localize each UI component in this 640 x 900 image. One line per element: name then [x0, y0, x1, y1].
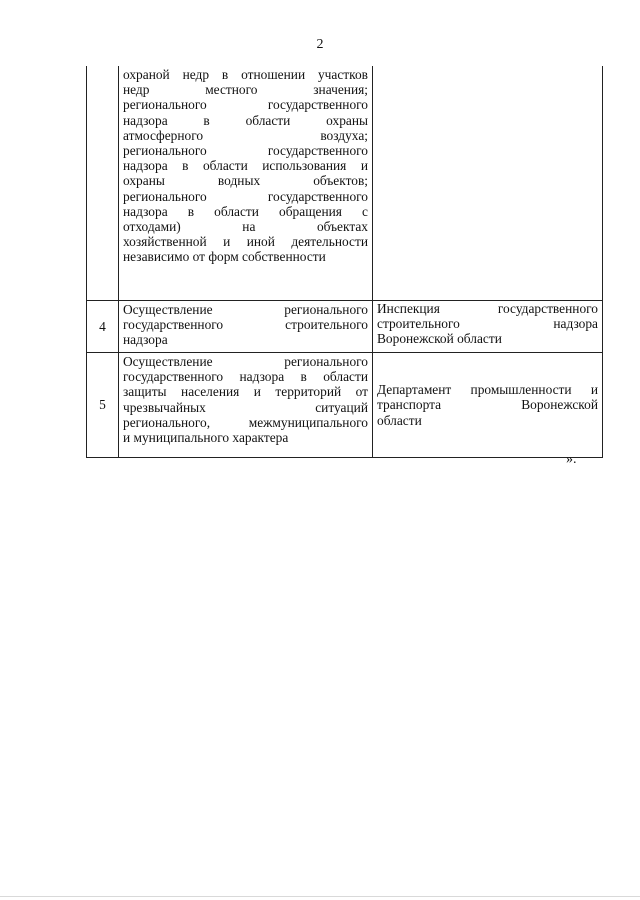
- function-cell: [119, 353, 373, 458]
- organization-text-line: области: [377, 412, 422, 428]
- row-number-cell: 4: [87, 301, 119, 353]
- organization-text-line: Департамент промышленности и: [377, 382, 598, 398]
- table-row: [87, 353, 603, 458]
- function-cell: [119, 66, 373, 301]
- function-text-line: государственного надзора в области: [123, 369, 368, 385]
- function-text-line: надзора: [123, 332, 168, 348]
- organization-cell: [373, 301, 603, 353]
- function-text-line: атмосферного воздуха;: [123, 127, 368, 143]
- organization-cell: [373, 353, 603, 458]
- function-text-line: регионального государственного: [123, 97, 368, 113]
- row-number-cell: 5: [87, 353, 119, 458]
- row-number-cell: [87, 66, 119, 301]
- function-cell: [119, 301, 373, 353]
- organization-text-line: Инспекция государственного: [377, 301, 598, 316]
- table-row: [87, 301, 603, 353]
- function-text-line: охраной недр в отношении участков: [123, 67, 368, 82]
- authorities-table: [86, 66, 603, 458]
- organization-text-line: Воронежской области: [377, 331, 502, 347]
- function-text-line: государственного строительного: [123, 317, 368, 333]
- closing-quote-mark: ».: [566, 452, 577, 467]
- organization-text-line: транспорта Воронежской: [377, 397, 598, 413]
- table-row: [87, 66, 603, 301]
- function-text-line: хозяйственной и иной деятельности: [123, 234, 368, 250]
- organization-text-line: строительного надзора: [377, 316, 598, 332]
- function-text-line: регионального, межмуниципального: [123, 414, 368, 430]
- function-text-line: Осуществление регионального: [123, 302, 368, 317]
- function-text-line: надзора в области обращения с: [123, 203, 368, 219]
- function-text-line: защиты населения и территорий от: [123, 384, 368, 400]
- function-text-line: надзора в области охраны: [123, 112, 368, 128]
- function-text-line: регионального государственного: [123, 188, 368, 204]
- organization-cell: [373, 66, 603, 301]
- function-text-line: охраны водных объектов;: [123, 173, 368, 189]
- function-text-line: отходами) на объектах: [123, 219, 368, 235]
- function-text-line: Осуществление регионального: [123, 354, 368, 369]
- function-text-line: недр местного значения;: [123, 82, 368, 98]
- page-number: 2: [316, 37, 324, 52]
- function-text-line: надзора в области использования и: [123, 158, 368, 174]
- function-text-line: и муниципального характера: [123, 430, 289, 446]
- page-bottom-edge: [0, 896, 640, 897]
- function-text-line: чрезвычайных ситуаций: [123, 399, 368, 415]
- function-text-line: регионального государственного: [123, 143, 368, 159]
- function-text-line: независимо от форм собственности: [123, 249, 326, 265]
